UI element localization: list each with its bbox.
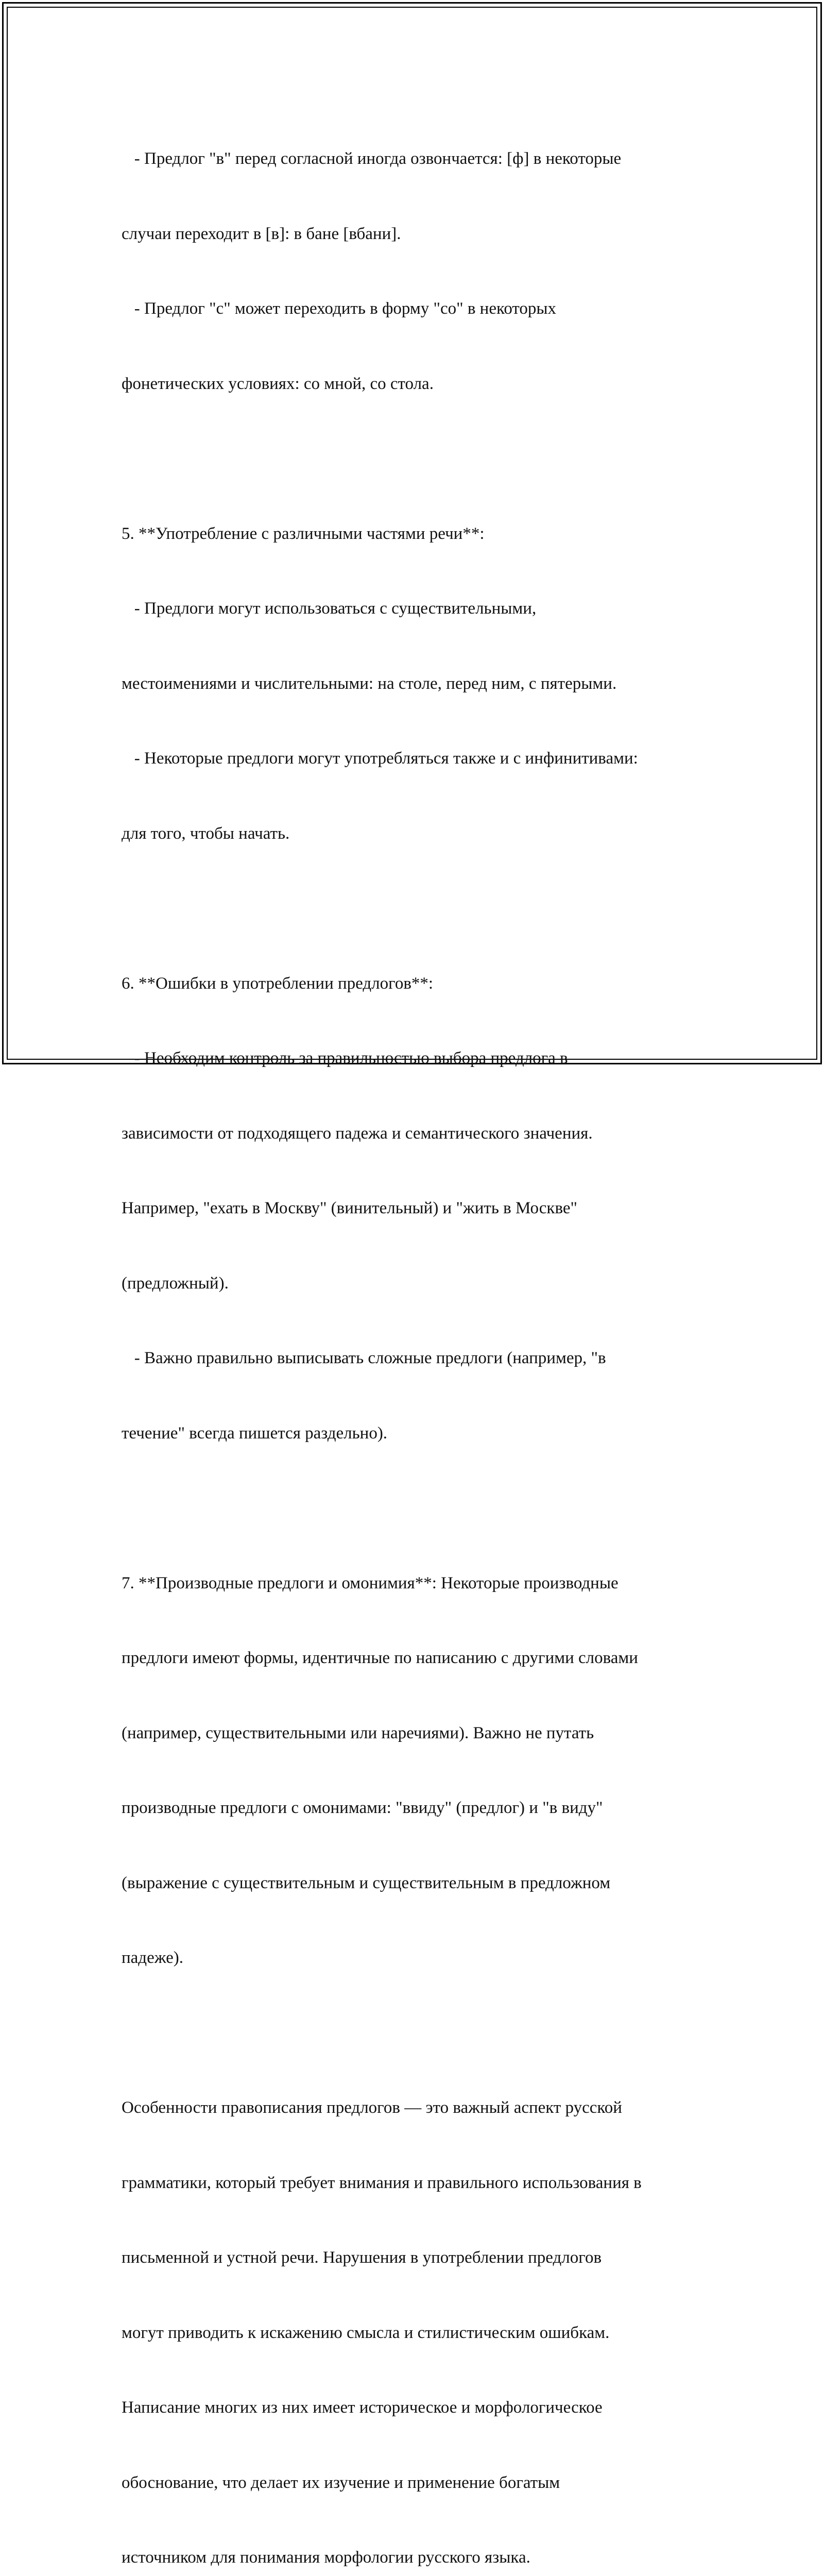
blank-line	[122, 896, 714, 921]
text-line: падеже).	[122, 1948, 183, 1967]
conclusion-line: могут приводить к искажению смысла и стилистическим ошибкам.	[122, 2323, 610, 2342]
section-heading-6: 6. **Ошибки в употреблении предлогов**:	[122, 974, 434, 993]
conclusion-line: Написание многих из них имеет историческое и морфологическое	[122, 2398, 603, 2417]
conclusion-line: грамматики, который требует внимания и правильного использования в	[122, 2173, 642, 2192]
text-line: Например, "ехать в Москву" (винительный) и "жить в Москве"	[122, 1199, 577, 1217]
document-body	[122, 96, 714, 2576]
blank-line	[122, 2021, 714, 2046]
text-line: фонетических условиях: со мной, со стола.	[122, 374, 434, 393]
text-line: - Предлог "в" перед согласной иногда озвончается: [ф] в некоторые	[122, 149, 622, 168]
text-line: случаи переходит в [в]: в бане [вбани].	[122, 224, 401, 243]
text-line: предлоги имеют формы, идентичные по написанию с другими словами	[122, 1649, 638, 1667]
conclusion-line: источником для понимания морфологии русского языка.	[122, 2548, 530, 2567]
conclusion-line: письменной и устной речи. Нарушения в употреблении предлогов	[122, 2248, 602, 2267]
text-line: (предложный).	[122, 1274, 229, 1293]
text-line: - Необходим контроль за правильностью выбора предлога в	[122, 1049, 568, 1067]
text-line: местоимениями и числительными: на столе, перед ним, с пятерыми.	[122, 674, 617, 693]
text-line: зависимости от подходящего падежа и семантического значения.	[122, 1124, 593, 1143]
text-line: производные предлоги с омонимами: "ввиду" (предлог) и "в виду"	[122, 1799, 603, 1817]
text-line: (выражение с существительным и существительным в предложном	[122, 1873, 611, 1892]
text-line: течение" всегда пишется раздельно).	[122, 1423, 388, 1443]
conclusion-line: обоснование, что делает их изучение и применение богатым	[122, 2473, 560, 2492]
text-line: - Предлог "с" может переходить в форму "со" в некоторых	[122, 299, 557, 318]
text-line: - Предлоги могут использоваться с существительными,	[122, 599, 537, 618]
text-line: - Некоторые предлоги могут употребляться также и с инфинитивами:	[122, 749, 638, 768]
section-heading-5: 5. **Употребление с различными частями речи**:	[122, 524, 485, 543]
text-line: - Важно правильно выписывать сложные предлоги (например, "в	[122, 1349, 606, 1367]
conclusion-line: Особенности правописания предлогов — это важный аспект русской	[122, 2098, 622, 2117]
text-line: (например, существительными или наречиями). Важно не путать	[122, 1723, 594, 1742]
blank-line	[122, 1496, 714, 1521]
section-heading-7: 7. **Производные предлоги и омонимия**: Некоторые производные	[122, 1573, 619, 1592]
blank-line	[122, 446, 714, 471]
text-line: для того, чтобы начать.	[122, 824, 290, 843]
